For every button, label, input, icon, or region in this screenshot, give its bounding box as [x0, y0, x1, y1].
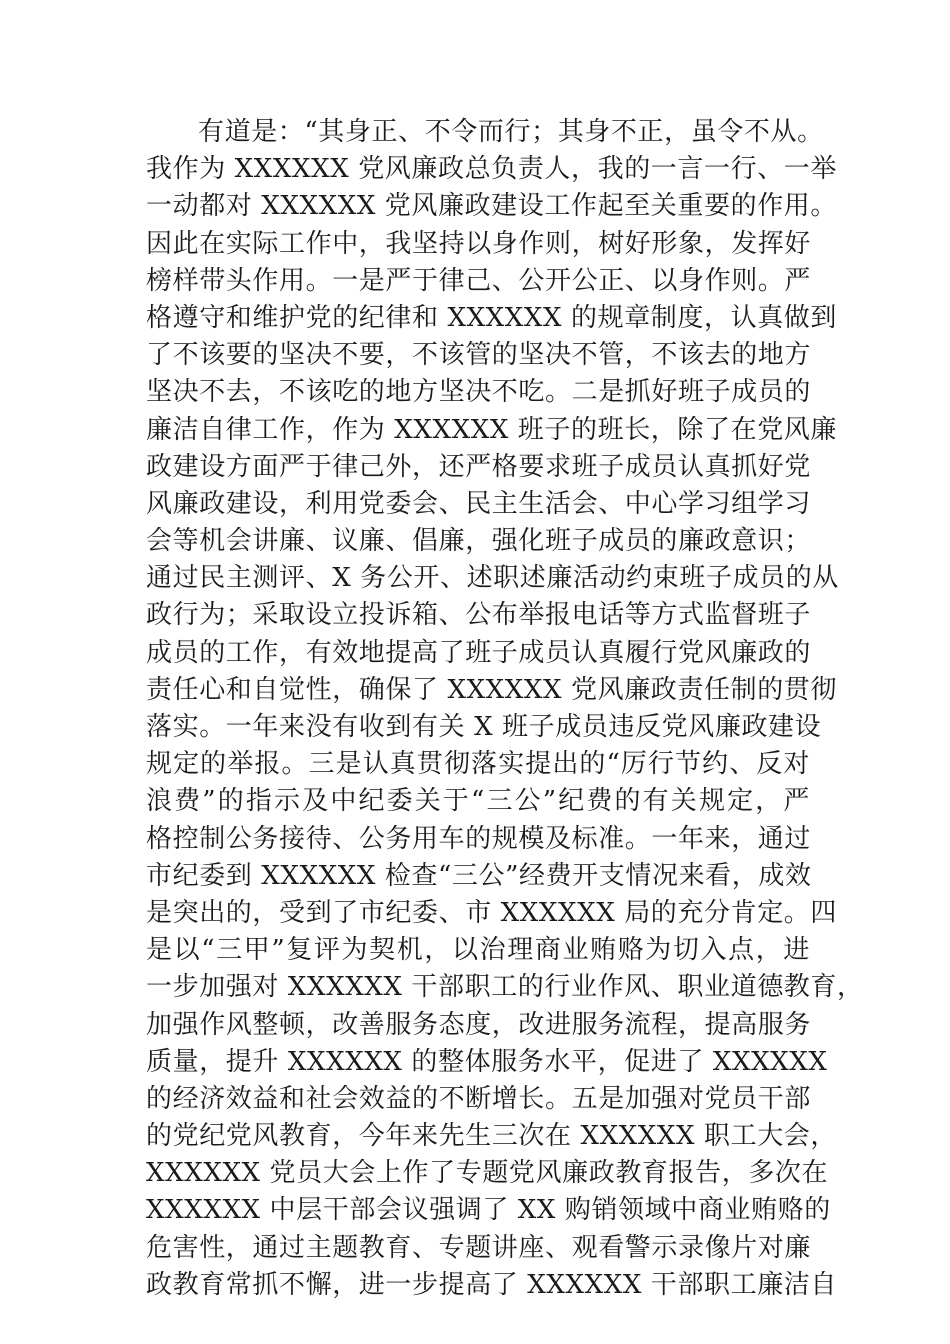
- paragraph-line: 责任心和自觉性，确保了 XXXXXX 党风廉政责任制的贯彻: [146, 674, 837, 705]
- body-paragraph: [146, 114, 864, 1304]
- paragraph-line: 危害性，通过主题教育、专题讲座、观看警示录像片对廉: [146, 1232, 812, 1263]
- paragraph-line: 因此在实际工作中，我坚持以身作则，树好形象，发挥好: [146, 228, 812, 259]
- paragraph-line: 落实。一年来没有收到有关 X 班子成员违反党风廉政建设: [146, 712, 822, 742]
- paragraph-line: 是突出的，受到了市纪委、市 XXXXXX 局的充分肯定。四: [146, 897, 837, 928]
- paragraph-line: 通过民主测评、X 务公开、述职述廉活动约束班子成员的从: [146, 563, 839, 594]
- paragraph-line: 政教育常抓不懈，进一步提高了 XXXXXX 干部职工廉洁自: [146, 1269, 837, 1300]
- paragraph-line: 廉洁自律工作，作为 XXXXXX 班子的班长，除了在党风廉: [146, 414, 837, 445]
- paragraph-line: 我作为 XXXXXX 党风廉政总负责人，我的一言一行、一举: [146, 154, 837, 185]
- paragraph-line: 质量，提升 XXXXXX 的整体服务水平，促进了 XXXXXX: [146, 1046, 828, 1077]
- paragraph-line: 规定的举报。三是认真贯彻落实提出的“厉行节约、反对: [146, 749, 810, 780]
- paragraph-line: 风廉政建设，利用党委会、民主生活会、中心学习组学习: [146, 488, 812, 519]
- paragraph-line: 市纪委到 XXXXXX 检查“三公”经费开支情况来看，成效: [146, 860, 812, 891]
- paragraph-line: 成员的工作，有效地提高了班子成员认真履行党风廉政的: [146, 637, 812, 668]
- paragraph-line: XXXXXX 中层干部会议强调了 XX 购销领域中商业贿赂的: [146, 1195, 831, 1226]
- paragraph-line: 格遵守和维护党的纪律和 XXXXXX 的规章制度，认真做到: [146, 302, 837, 333]
- paragraph-line: 政行为；采取设立投诉箱、公布举报电话等方式监督班子: [146, 600, 812, 631]
- paragraph-line: 一步加强对 XXXXXX 干部职工的行业作风、职业道德教育，: [146, 972, 864, 1003]
- paragraph-line: 格控制公务接待、公务用车的规模及标准。一年来，通过: [146, 823, 812, 854]
- paragraph-line: 了不该要的坚决不要，不该管的坚决不管，不该去的地方: [146, 340, 812, 371]
- paragraph-line: 的经济效益和社会效益的不断增长。五是加强对党员干部: [146, 1083, 812, 1114]
- paragraph-line: 有道是：“其身正、不令而行；其身不正，虽令不从。: [198, 117, 824, 147]
- paragraph-line: 的党纪党风教育，今年来先生三次在 XXXXXX 职工大会，: [146, 1121, 837, 1152]
- paragraph-line: 政建设方面严于律己外，还严格要求班子成员认真抓好党: [146, 451, 812, 482]
- paragraph-line: 加强作风整顿，改善服务态度，改进服务流程，提高服务: [146, 1009, 812, 1040]
- paragraph-line: 一动都对 XXXXXX 党风廉政建设工作起至关重要的作用。: [146, 191, 837, 222]
- paragraph-line: XXXXXX 党员大会上作了专题党风廉政教育报告，多次在: [146, 1158, 829, 1189]
- paragraph-line: 浪费”的指示及中纪委关于“三公”纪费的有关规定，严: [146, 786, 810, 817]
- paragraph-line: 榜样带头作用。一是严于律己、公开公正、以身作则。严: [146, 265, 812, 296]
- paragraph-line: 会等机会讲廉、议廉、倡廉，强化班子成员的廉政意识；: [146, 526, 812, 557]
- paragraph-line: 坚决不去，不该吃的地方坚决不吃。二是抓好班子成员的: [146, 377, 812, 408]
- paragraph-line: 是以“三甲”复评为契机，以治理商业贿赂为切入点，进: [146, 935, 810, 966]
